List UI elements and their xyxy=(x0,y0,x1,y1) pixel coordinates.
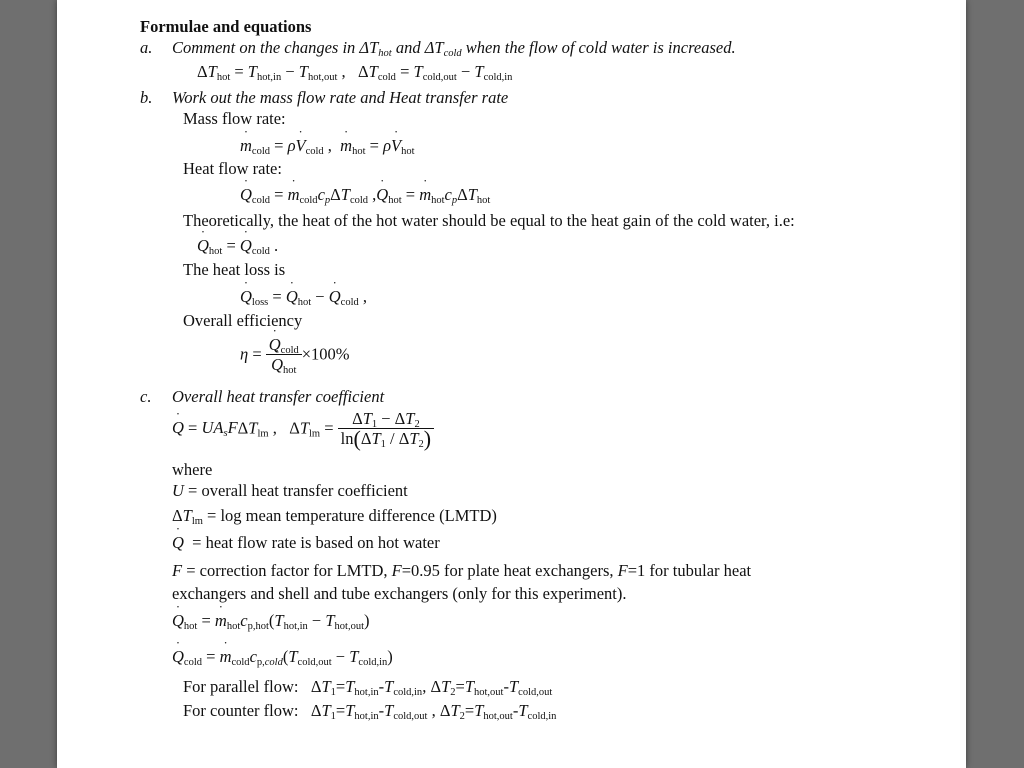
definition-f: F = correction factor for LMTD, F=0.95 for plate heat exchangers, F=1 for tubular heat xyxy=(172,561,752,580)
question-text: and ΔT xyxy=(391,38,444,57)
question-text: Comment on the changes in ΔT xyxy=(172,38,379,57)
item-b-marker: b. xyxy=(140,88,153,107)
definition-text: = correction factor for LMTD, xyxy=(182,561,392,580)
mass-flow-label: Mass flow rate: xyxy=(183,109,286,128)
equation-efficiency: η = ˙ $Q_{cold}$ ˙ $Q_{hot}$ ×100% xyxy=(240,336,350,375)
equation-ua-lmtd: ˙ $Q = UA_sF\Delta T_{lm}$ , $\Delta T_{lm}$ = $\frac{\Delta T_1 - \Delta T_2}{\ln(\Delta T_1 / \Delta T_2)}$ xyxy=(172,410,434,449)
item-c-question: Overall heat transfer coefficient xyxy=(172,387,385,406)
parallel-flow-label: For parallel flow: xyxy=(183,677,299,696)
equation-heat-flow: ˙ $Q_{cold}$ = ˙ $m_{cold}c_p\Delta T_{cold}$ ,˙ $Q_{hot}$ = ˙ $m_{hot}c_p\Delta T_{hot}$ xyxy=(240,185,490,205)
counter-flow-label: For counter flow: xyxy=(183,701,299,720)
item-c-marker: c. xyxy=(140,387,152,406)
definition-text: = log mean temperature difference (LMTD) xyxy=(202,506,497,525)
document-page xyxy=(57,0,966,768)
equation-q-cold: ˙ $Q_{cold}$ = ˙ $m_{cold}c_{p,cold}(T_{cold,out} - T_{cold,in})$ xyxy=(172,647,393,667)
definition-text: =0.95 for plate heat exchangers, xyxy=(401,561,618,580)
question-subscript: cold xyxy=(443,48,462,59)
definition-text: = heat flow rate is based on hot water xyxy=(188,533,440,552)
definition-f-continued: exchangers and shell and tube exchangers (only for this experiment). xyxy=(172,584,627,603)
question-text: when the flow of cold water is increased. xyxy=(461,38,736,57)
section-title: Formulae and equations xyxy=(140,17,312,36)
where-label: where xyxy=(172,460,213,479)
question-subscript: hot xyxy=(378,48,392,59)
item-a-question xyxy=(172,38,736,58)
parallel-flow-line: For parallel flow: $\Delta T_1=T_{hot,in}-T_{cold,in}$, $\Delta T_2=T_{hot,out}-T_{cold,out}$ xyxy=(183,677,553,698)
efficiency-factor: ×100% xyxy=(301,344,350,364)
definition-lmtd: $\Delta T_{lm} = \log$ mean temperature difference (LMTD) xyxy=(172,506,497,527)
heat-loss-label: The heat loss is xyxy=(183,260,286,279)
item-b-question: Work out the mass flow rate and Heat transfer rate xyxy=(172,88,509,107)
definition-u: U = overall heat transfer coefficient xyxy=(172,481,408,500)
counter-flow-line: For counter flow: $\Delta T_1=T_{hot,in}-T_{cold,out}$ , $\Delta T_2=T_{hot,out}-T_{cold,in}$ xyxy=(183,701,557,722)
lmtd-fraction: $\frac{\Delta T_1 - \Delta T_2}{\ln(\Delta T_1 / \Delta T_2)}$ xyxy=(338,410,434,449)
efficiency-label: Overall efficiency xyxy=(183,311,303,330)
equation-heat-balance: ˙ $Q_{hot}$ = ˙ $Q_{cold}$ . xyxy=(197,236,278,256)
theory-text: Theoretically, the heat of the hot water should be equal to the heat gain of the cold water, i.e: xyxy=(183,211,795,230)
equation-mass-flow: ˙ $m_{cold}$ = ρ˙ $V_{cold}$ , ˙ $m_{hot}$ = ρ˙ $V_{hot}$ xyxy=(240,136,415,156)
efficiency-fraction: ˙ $Q_{cold}$ ˙ $Q_{hot}$ xyxy=(266,336,302,375)
definition-text: =1 for tubular heat xyxy=(627,561,752,580)
equation-delta-t: $\Delta T_{hot} = T_{hot,in} - T_{hot,out}$ , $\Delta T_{cold} = T_{cold,out} - T_{cold,in}$ xyxy=(197,62,513,83)
item-a-marker: a. xyxy=(140,38,153,57)
definition-q: ˙ Q = heat flow rate is based on hot water xyxy=(172,533,440,553)
definition-text: = overall heat transfer coefficient xyxy=(183,481,408,500)
equation-q-hot: ˙ $Q_{hot}$ = ˙ $m_{hot}c_{p,hot}(T_{hot,in} - T_{hot,out})$ xyxy=(172,611,370,631)
equation-heat-loss: ˙ $Q_{loss}$ = ˙ $Q_{hot}$ − ˙ $Q_{cold}$ , xyxy=(240,287,367,307)
heat-flow-label: Heat flow rate: xyxy=(183,159,282,178)
